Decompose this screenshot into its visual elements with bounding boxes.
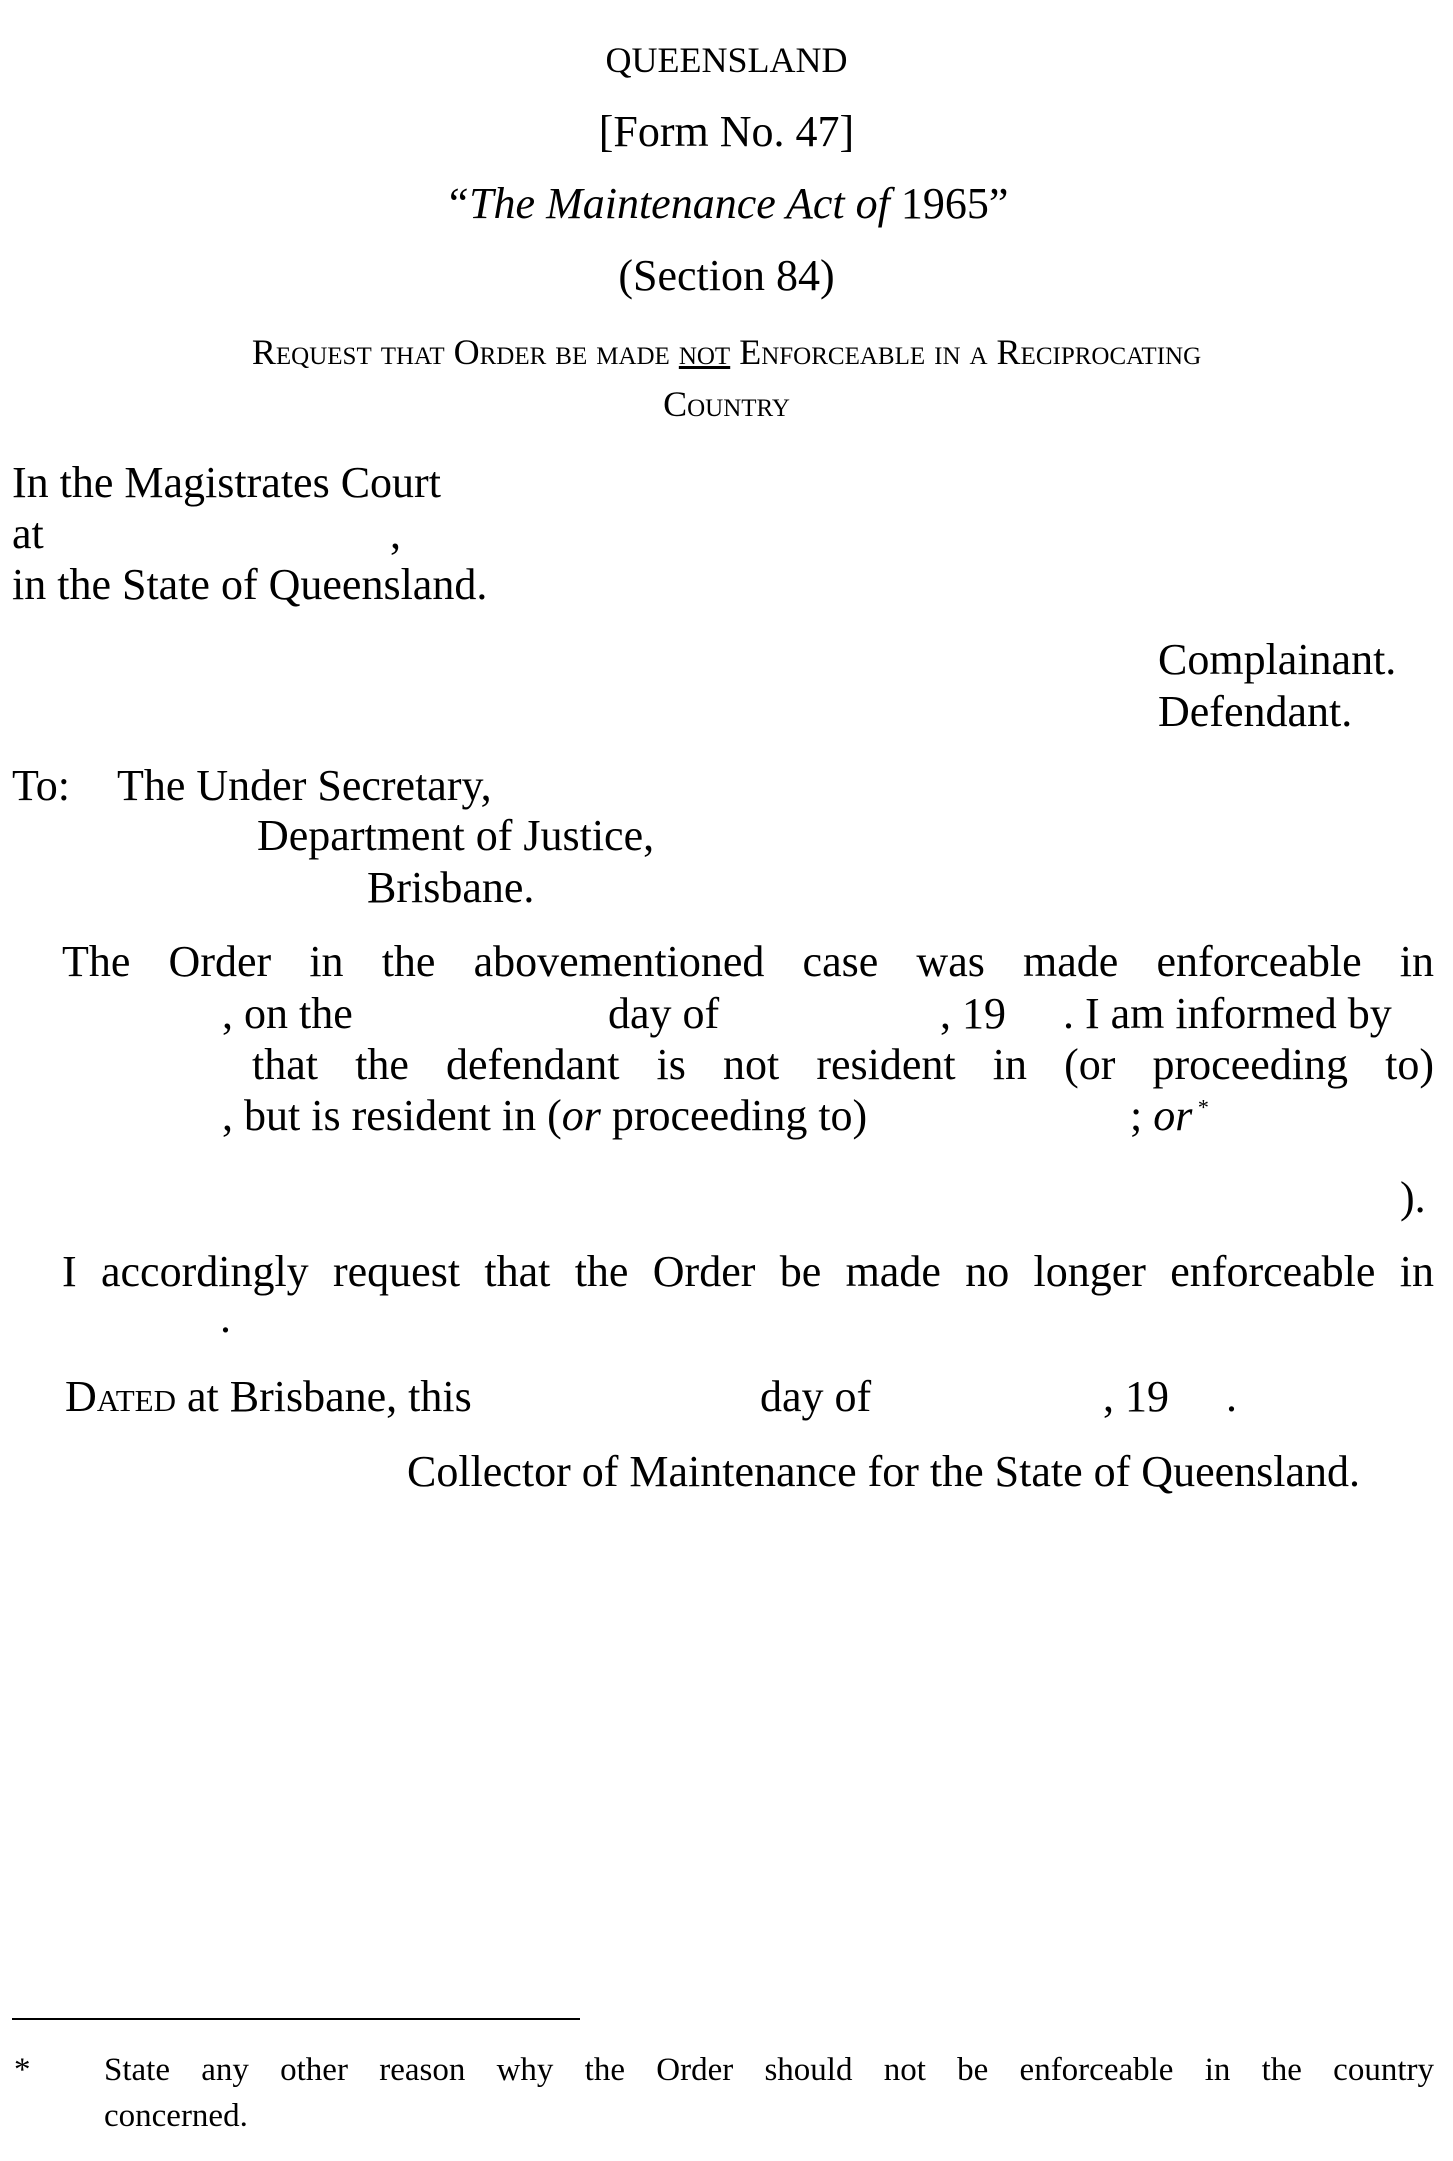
- para1-close: ).: [1400, 1173, 1426, 1222]
- dated-year: , 19: [1103, 1372, 1169, 1421]
- para1-line-1: The Order in the abovementioned case was made enforceable in: [62, 937, 1434, 986]
- form-title-part2: Enforceable in a Reciprocating: [730, 332, 1202, 372]
- footnote-marker: *: [14, 2052, 31, 2088]
- dated-day-of: day of: [760, 1372, 872, 1421]
- signature-line: Collector of Maintenance for the State of Queensland.: [407, 1447, 1361, 1496]
- para1-footnote-mark: *: [1192, 1094, 1209, 1120]
- section-reference: (Section 84): [618, 251, 835, 300]
- para1-line-4: [222, 1091, 868, 1140]
- court-comma: ,: [390, 509, 401, 558]
- form-number: [Form No. 47]: [598, 107, 855, 156]
- form-title: [0, 334, 1453, 370]
- form-title-not: not: [678, 332, 731, 372]
- para1-day-of: day of: [608, 989, 720, 1038]
- footnote-divider: [12, 2018, 580, 2020]
- addressee-line-2: Department of Justice,: [257, 811, 655, 860]
- court-line-1: In the Magistrates Court: [12, 458, 441, 507]
- footnote-line-1: State any other reason why the Order should not be enforceable in the country: [104, 2052, 1434, 2088]
- addressee-line-1: The Under Secretary,: [117, 761, 492, 810]
- court-line-2: at: [12, 509, 44, 558]
- form-title-part1: Request that Order be made: [251, 332, 679, 372]
- form-title-line2: Country: [663, 384, 790, 424]
- court-line-3: in the State of Queensland.: [12, 560, 488, 609]
- addressee-line-3: Brisbane.: [367, 863, 535, 912]
- dated-at: at Brisbane, this: [176, 1372, 472, 1421]
- act-title: [0, 179, 1453, 228]
- act-title-year: 1965”: [889, 179, 1009, 228]
- complainant-label: Complainant.: [1158, 635, 1397, 684]
- dated-label: Dated: [65, 1372, 176, 1421]
- dated-line: [65, 1372, 472, 1421]
- para2-dot: .: [220, 1293, 231, 1342]
- defendant-label: Defendant.: [1158, 687, 1353, 736]
- to-label: To:: [12, 761, 71, 810]
- para1-informed-by: . I am informed by: [1063, 989, 1392, 1038]
- state-heading: QUEENSLAND: [605, 40, 848, 80]
- dated-dot: .: [1226, 1372, 1237, 1421]
- para1-line-3: that the defendant is not resident in (or proceeding to): [252, 1040, 1434, 1089]
- para1-line-4b: proceeding to): [600, 1091, 868, 1140]
- act-title-italic: “The Maintenance Act of: [444, 179, 890, 228]
- para1-or-1: or: [561, 1091, 601, 1140]
- para1-or-2: or: [1153, 1091, 1193, 1140]
- para2-line-1: I accordingly request that the Order be made no longer enforceable in: [62, 1247, 1434, 1296]
- para1-or-asterisk: [1130, 1091, 1209, 1140]
- para1-line-4a: , but is resident in (: [222, 1091, 562, 1140]
- footnote-line-2: concerned.: [104, 2098, 248, 2134]
- para1-semicolon: ;: [1130, 1091, 1154, 1140]
- para1-year: , 19: [940, 989, 1006, 1038]
- para1-on-the: , on the: [222, 989, 353, 1038]
